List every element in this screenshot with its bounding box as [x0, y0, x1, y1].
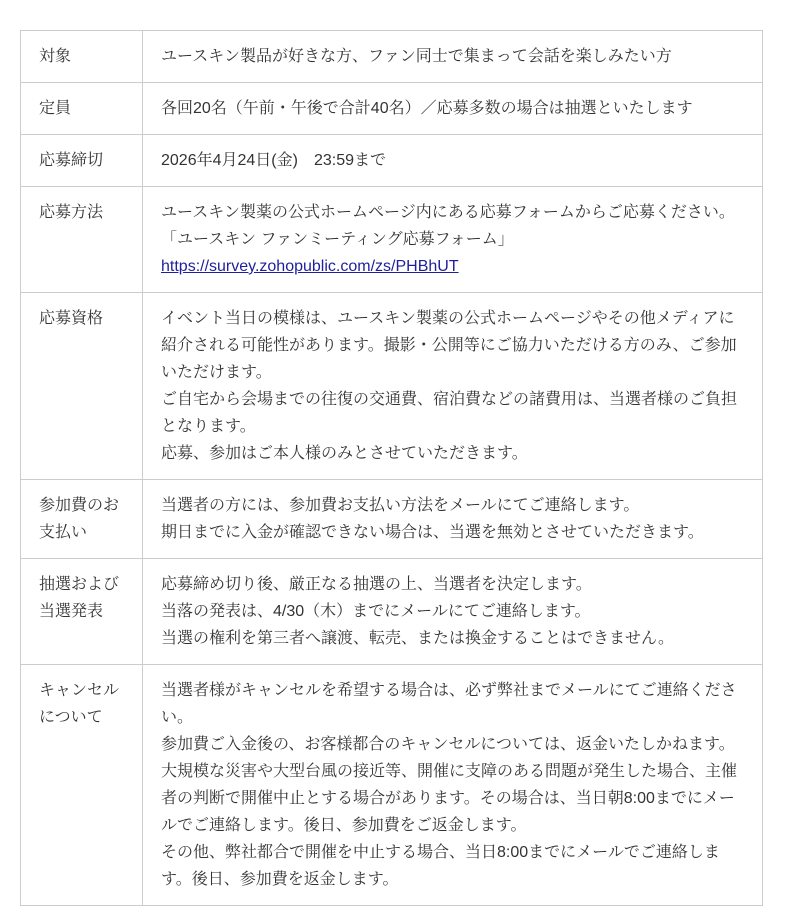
paragraph: 大規模な災害や大型台風の接近等、開催に支障のある問題が発生した場合、主催者の判断で開催中止とする場合があります。その場合は、当日朝8:00までにメールでご連絡します。後日、参加費をご返金します。 — [161, 763, 738, 834]
paragraph — [161, 253, 744, 280]
paragraph: 期日までに入金が確認できない場合は、当選を無効とさせていただきます。 — [161, 524, 704, 541]
row-content-capacity — [143, 83, 763, 135]
paragraph: 参加費ご入金後の、お客様都合のキャンセルについては、返金いたしかねます。 — [161, 736, 735, 753]
paragraph: 当落の発表は、4/30（木）までにメールにてご連絡します。 — [161, 603, 591, 620]
paragraph: その他、弊社都合で開催を中止する場合、当日8:00までにメールでご連絡します。後日、参加費を返金します。 — [161, 844, 720, 888]
table-row-target — [21, 31, 763, 83]
paragraph: 当選者の方には、参加費お支払い方法をメールにてご連絡します。 — [161, 497, 640, 514]
paragraph: ユースキン製品が好きな方、ファン同士で集まって会話を楽しみたい方 — [161, 48, 672, 65]
paragraph: ユースキン製薬の公式ホームページ内にある応募フォームからご応募ください。 — [161, 204, 735, 221]
paragraph: 当選者様がキャンセルを希望する場合は、必ず弊社までメールにてご連絡ください。 — [161, 682, 737, 726]
row-label-deadline: 応募締切 — [21, 135, 143, 187]
row-label-payment: 参加費のお支払い — [21, 480, 143, 559]
row-label-how-to-apply: 応募方法 — [21, 187, 143, 293]
row-content-how-to-apply — [143, 187, 763, 293]
row-label-cancellation: キャンセルについて — [21, 665, 143, 906]
event-info-table-body — [21, 31, 763, 906]
row-label-target: 対象 — [21, 31, 143, 83]
row-content-cancellation — [143, 665, 763, 906]
paragraph: イベント当日の模様は、ユースキン製薬の公式ホームページやその他メディアに紹介される可能性があります。撮影・公開等にご協力いただける方のみ、ご参加いただけます。 — [161, 310, 737, 381]
paragraph: ご自宅から会場までの往復の交通費、宿泊費などの諸費用は、当選者様のご負担となります。 — [161, 391, 738, 435]
table-row-payment — [21, 480, 763, 559]
row-content-payment — [143, 480, 763, 559]
event-info-table — [20, 30, 763, 906]
paragraph: 各回20名（午前・午後で合計40名）／応募多数の場合は抽選といたします — [161, 100, 693, 117]
row-label-capacity: 定員 — [21, 83, 143, 135]
table-row-cancellation — [21, 665, 763, 906]
row-content-lottery — [143, 559, 763, 665]
paragraph: 当選の権利を第三者へ譲渡、転売、または換金することはできません。 — [161, 630, 674, 647]
table-row-how-to-apply — [21, 187, 763, 293]
table-row-deadline — [21, 135, 763, 187]
paragraph: 応募、参加はご本人様のみとさせていただきます。 — [161, 445, 528, 462]
table-row-lottery — [21, 559, 763, 665]
row-label-eligibility: 応募資格 — [21, 293, 143, 480]
row-content-deadline — [143, 135, 763, 187]
application-form-link[interactable]: https://survey.zohopublic.com/zs/PHBhUT — [161, 258, 459, 275]
row-label-lottery: 抽選および当選発表 — [21, 559, 143, 665]
table-row-capacity — [21, 83, 763, 135]
table-row-eligibility — [21, 293, 763, 480]
row-content-eligibility — [143, 293, 763, 480]
paragraph: 「ユースキン ファンミーティング応募フォーム」 — [161, 231, 514, 248]
paragraph: 応募締め切り後、厳正なる抽選の上、当選者を決定します。 — [161, 576, 592, 593]
row-content-target — [143, 31, 763, 83]
paragraph: 2026年4月24日(金) 23:59まで — [161, 152, 386, 169]
